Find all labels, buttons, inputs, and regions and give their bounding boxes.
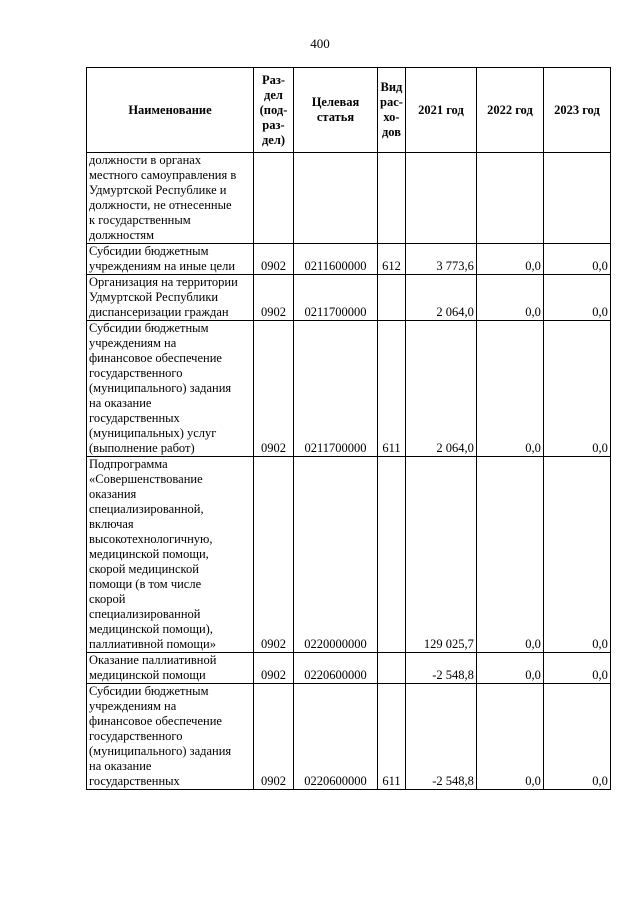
row-2023: 0,0 (543, 321, 610, 457)
row-name: Организация на территории Удмуртской Республики диспансеризации граждан (87, 275, 254, 321)
row-2022: 0,0 (476, 653, 543, 684)
row-vid: 611 (378, 321, 406, 457)
table-row (87, 684, 611, 790)
row-vid (378, 153, 406, 244)
table-row (87, 321, 611, 457)
header-2022: 2022 год (476, 68, 543, 153)
row-vid (378, 653, 406, 684)
row-2022: 0,0 (476, 457, 543, 653)
row-vid: 612 (378, 244, 406, 275)
row-section: 0902 (254, 275, 294, 321)
table-row (87, 457, 611, 653)
row-name: Субсидии бюджетным учреждениям на финансовое обеспечение государственного (муниципального) задания на оказание государственных (муниципальных) услуг (выполнение работ) (87, 321, 254, 457)
row-2022: 0,0 (476, 275, 543, 321)
row-2022: 0,0 (476, 244, 543, 275)
row-2023: 0,0 (543, 684, 610, 790)
row-name: Субсидии бюджетным учреждениям на иные цели (87, 244, 254, 275)
budget-table (86, 67, 611, 790)
header-name: Наименование (87, 68, 254, 153)
row-2023 (543, 153, 610, 244)
row-2023: 0,0 (543, 244, 610, 275)
row-section: 0902 (254, 457, 294, 653)
row-vid (378, 457, 406, 653)
row-2022: 0,0 (476, 684, 543, 790)
table-row (87, 275, 611, 321)
row-section: 0902 (254, 244, 294, 275)
row-target: 0211700000 (294, 321, 378, 457)
row-2021: -2 548,8 (405, 684, 476, 790)
header-2021: 2021 год (405, 68, 476, 153)
page-number: 400 (310, 36, 330, 51)
row-2021 (405, 153, 476, 244)
row-name: Оказание паллиативной медицинской помощи (87, 653, 254, 684)
row-vid (378, 275, 406, 321)
row-2022: 0,0 (476, 321, 543, 457)
table-row (87, 153, 611, 244)
row-2021: 3 773,6 (405, 244, 476, 275)
row-2021: 2 064,0 (405, 275, 476, 321)
header-section: Раз- дел (под- раз- дел) (254, 68, 294, 153)
row-section (254, 153, 294, 244)
row-name: Подпрограмма «Совершенствование оказания специализированной, включая высокотехнологичную, медицинской помощи, скорой медицинской помощи (в том числе скорой специализированной медицинской помощи), паллиативной помощи» (87, 457, 254, 653)
header-row (87, 68, 611, 153)
header-2023: 2023 год (543, 68, 610, 153)
row-section: 0902 (254, 653, 294, 684)
row-target: 0220000000 (294, 457, 378, 653)
row-2021: -2 548,8 (405, 653, 476, 684)
row-2023: 0,0 (543, 457, 610, 653)
row-section: 0902 (254, 321, 294, 457)
row-name: Субсидии бюджетным учреждениям на финансовое обеспечение государственного (муниципального) задания на оказание государственных (87, 684, 254, 790)
row-name: должности в органах местного самоуправления в Удмуртской Республике и должности, не отнесенные к государственным должностям (87, 153, 254, 244)
header-target: Целевая статья (294, 68, 378, 153)
row-2023: 0,0 (543, 653, 610, 684)
table-row (87, 244, 611, 275)
row-target: 0220600000 (294, 653, 378, 684)
row-2023: 0,0 (543, 275, 610, 321)
table-row (87, 653, 611, 684)
row-target: 0211600000 (294, 244, 378, 275)
row-section: 0902 (254, 684, 294, 790)
header-vid: Вид рас- хо- дов (378, 68, 406, 153)
row-vid: 611 (378, 684, 406, 790)
row-target: 0220600000 (294, 684, 378, 790)
row-target (294, 153, 378, 244)
row-target: 0211700000 (294, 275, 378, 321)
row-2021: 2 064,0 (405, 321, 476, 457)
row-2022 (476, 153, 543, 244)
row-2021: 129 025,7 (405, 457, 476, 653)
